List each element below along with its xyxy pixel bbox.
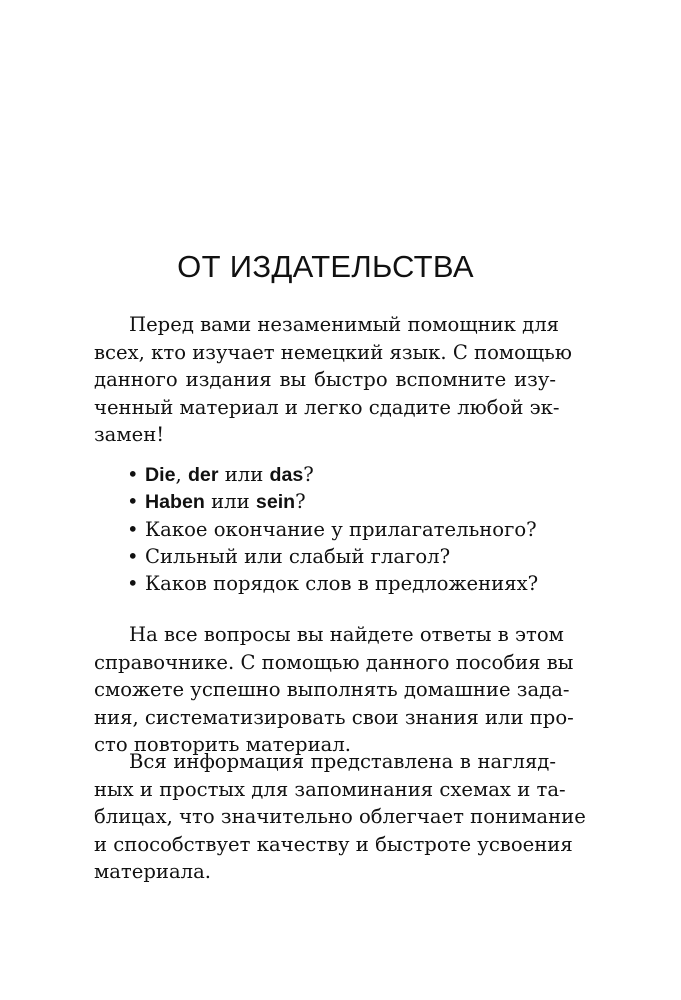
list-item-text: Сильный или слабый глагол? <box>145 544 451 568</box>
paragraph-line: Вся информация представлена в нагляд- <box>129 750 556 773</box>
paragraph-line: материала. <box>94 860 211 883</box>
paragraph-line: справочнике. С помощью данного пособия вы <box>94 650 574 674</box>
paragraph-line: сможете успешно выполнять домашние зада- <box>94 678 570 701</box>
intro-line: замен! <box>94 423 165 446</box>
list-item <box>127 461 538 488</box>
german-word: das <box>269 464 304 486</box>
german-word: Die <box>145 464 176 486</box>
paragraph-line: сто повторить материал. <box>94 733 352 756</box>
separator: , <box>175 463 188 486</box>
paragraph-line: На все вопросы вы найдете ответы в этом <box>129 623 564 646</box>
list-item-text: Каков порядок слов в предложениях? <box>145 572 539 596</box>
bullet-icon: • <box>127 463 139 486</box>
paragraph-line: блицах, что значительно облегчает понимание <box>94 805 586 828</box>
conjunction: или <box>204 490 256 514</box>
german-word: sein <box>255 491 296 514</box>
list-item <box>127 488 538 515</box>
list-item <box>127 516 538 543</box>
question-list <box>127 461 538 597</box>
intro-line: всех, кто изучает немецкий язык. С помощью <box>94 340 572 364</box>
german-word: Haben <box>145 491 205 514</box>
paragraph-line: и способствует качеству и быстроте усвоения <box>94 832 573 856</box>
conjunction: или <box>218 463 270 486</box>
german-word: der <box>187 464 219 486</box>
question-mark: ? <box>303 463 314 486</box>
intro-line: ченный материал и легко сдадите любой эк- <box>94 395 560 419</box>
list-item-text: Какое окончание у прилагательного? <box>145 517 537 541</box>
paragraph-line: ния, систематизировать свои знания или про- <box>94 705 574 729</box>
bullet-icon: • <box>127 490 139 514</box>
intro-line: данного издания вы быстро вспомните изу- <box>94 368 556 391</box>
bullet-icon: • <box>127 517 139 541</box>
bullet-icon: • <box>127 544 139 568</box>
paragraph-line: ных и простых для запоминания схемах и та- <box>94 777 566 801</box>
list-item <box>127 543 538 570</box>
page-title: ОТ ИЗДАТЕЛЬСТВА <box>177 249 474 284</box>
question-mark: ? <box>295 490 306 514</box>
answers-paragraph <box>94 621 574 759</box>
bullet-icon: • <box>127 572 139 596</box>
info-paragraph <box>94 748 586 886</box>
intro-paragraph <box>94 311 572 449</box>
intro-line: Перед вами незаменимый помощник для <box>129 313 560 336</box>
list-item <box>127 570 538 597</box>
